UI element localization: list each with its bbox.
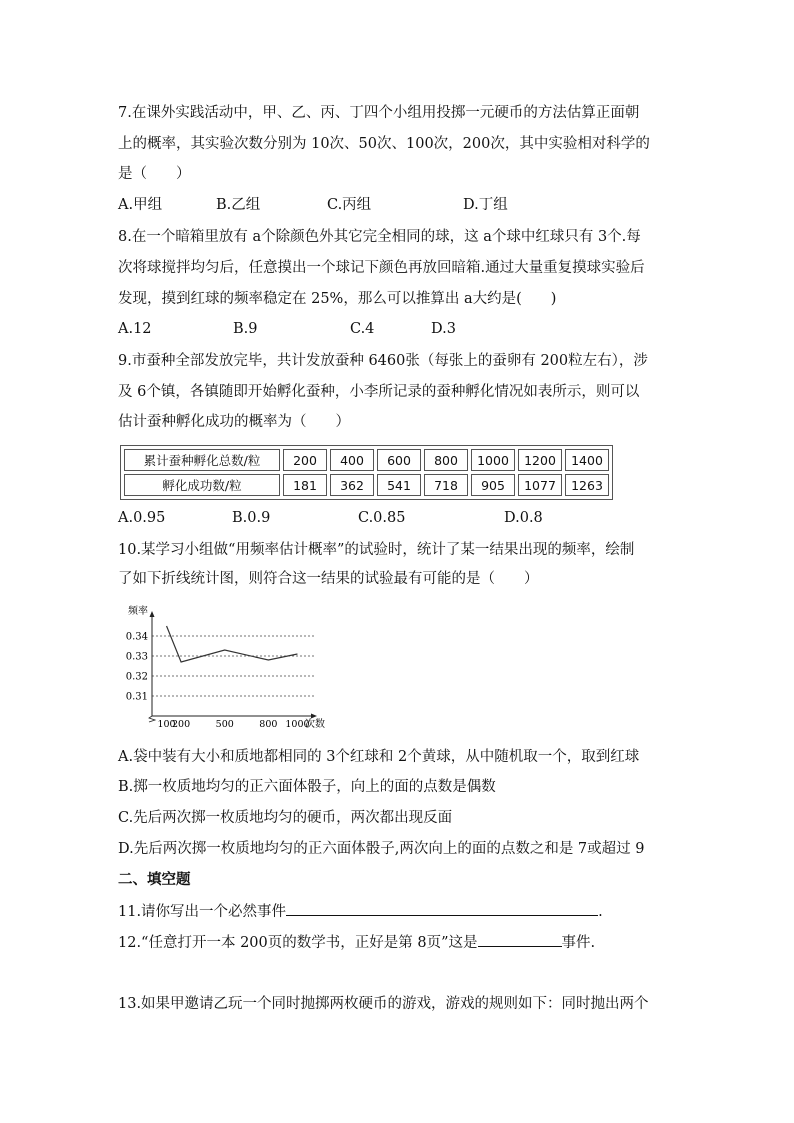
hatching-table [120,445,613,500]
q9-line-2: 及 6个镇，各镇随即开始孵化蚕种，小李所记录的蚕种孵化情况如表所示，则可以 [118,384,640,400]
section-title: 二、填空题 [118,872,191,888]
y-axis-label: 频率 [128,606,148,617]
q9-option-d: D.0.8 [504,510,543,526]
axis-break-icon [149,716,155,722]
q12-tail: 事件. [561,935,596,951]
table-row [124,474,609,496]
x-tick-label: 200 [172,719,191,730]
q8-option-a: A.12 [118,321,152,337]
q10-option-d: D.先后两次掷一枚质地均匀的正六面体骰子,两次向上的面的点数之和是 7或超过 9 [118,841,645,857]
q8-option-c: C.4 [350,321,375,337]
table-cell: 400 [330,449,374,471]
x-tick-label: 800 [259,719,278,730]
q9-line-3: 估计蚕种孵化成功的概率为（ ） [118,414,350,430]
q9-option-b: B.0.9 [232,510,271,526]
y-tick-label: 0.33 [125,651,148,663]
q7-option-a: A.甲组 [118,197,163,213]
x-tick-label: 1000 [285,719,310,730]
q8-option-b: B.9 [233,321,258,337]
series-line [167,626,298,662]
table-row [124,449,609,471]
x-axis-label: 次数 [305,719,325,730]
q11-tail: . [598,904,603,920]
chart-grid [152,636,314,696]
table-cell: 1000 [471,449,515,471]
frequency-line-chart [122,602,327,730]
q7-option-c: C.丙组 [327,197,372,213]
table-cell: 541 [377,474,421,496]
table-cell: 800 [424,449,468,471]
table-cell: 362 [330,474,374,496]
q11 [118,901,603,922]
q13-line-1: 13.如果甲邀请乙玩一个同时抛掷两枚硬币的游戏，游戏的规则如下：同时抛出两个 [118,996,649,1012]
x-tick-label: 500 [215,719,234,730]
q11-answer-blank[interactable] [286,901,598,916]
q9-option-c: C.0.85 [358,510,406,526]
table-cell: 1400 [565,449,609,471]
x-axis-arrow-icon [311,714,317,719]
table-cell: 600 [377,449,421,471]
q12-text: 12.“任意打开一本 200页的数学书，正好是第 8页”这是 [118,935,478,951]
q7-option-b: B.乙组 [216,197,261,213]
q12-answer-blank[interactable] [478,932,562,947]
y-tick-label: 0.31 [125,691,148,703]
table-row-header: 累计蚕种孵化总数/粒 [124,449,280,471]
q9-option-a: A.0.95 [118,510,166,526]
table-cell: 200 [283,449,327,471]
table-cell: 905 [471,474,515,496]
q9-line-1: 9.市蚕种全部发放完毕，共计发放蚕种 6460张（每张上的蚕卵有 200粒左右），涉 [118,353,648,369]
y-axis-arrow-icon [150,611,155,617]
table-cell: 1077 [518,474,562,496]
q10-option-b: B.掷一枚质地均匀的正六面体骰子，向上的面的点数是偶数 [118,779,496,795]
table-cell: 181 [283,474,327,496]
q8-option-d: D.3 [431,321,456,337]
q12 [118,932,595,953]
q7-line-1: 7.在课外实践活动中，甲、乙、丙、丁四个小组用投掷一元硬币的方法估算正面朝 [118,105,640,121]
table-row-header: 孵化成功数/粒 [124,474,280,496]
q7-line-3: 是（ ） [118,166,191,182]
q7-line-2: 上的概率，其实验次数分别为 10次、50次、100次，200次，其中实验相对科学的 [118,136,650,152]
q7-option-d: D.丁组 [463,197,508,213]
y-tick-label: 0.34 [125,631,148,643]
y-tick-label: 0.32 [125,671,148,683]
q10-option-c: C.先后两次掷一枚质地均匀的硬币，两次都出现反面 [118,810,453,826]
x-tick-label: 100 [157,719,176,730]
q8-line-3: 发现，摸到红球的频率稳定在 25%，那么可以推算出 a大约是( ) [118,291,557,307]
table-cell: 718 [424,474,468,496]
q8-line-1: 8.在一个暗箱里放有 a个除颜色外其它完全相同的球，这 a个球中红球只有 3个.每 [118,229,641,245]
q11-text: 11.请你写出一个必然事件 [118,904,287,920]
q10-line-1: 10.某学习小组做“用频率估计概率”的试验时，统计了某一结果出现的频率，绘制 [118,542,635,558]
q10-line-2: 了如下折线统计图，则符合这一结果的试验最有可能的是（ ） [118,571,539,587]
table-cell: 1263 [565,474,609,496]
table-cell: 1200 [518,449,562,471]
q10-option-a: A.袋中装有大小和质地都相同的 3个红球和 2个黄球，从中随机取一个，取到红球 [118,749,640,765]
q8-line-2: 次将球搅拌均匀后，任意摸出一个球记下颜色再放回暗箱.通过大量重复摸球实验后 [118,260,645,276]
